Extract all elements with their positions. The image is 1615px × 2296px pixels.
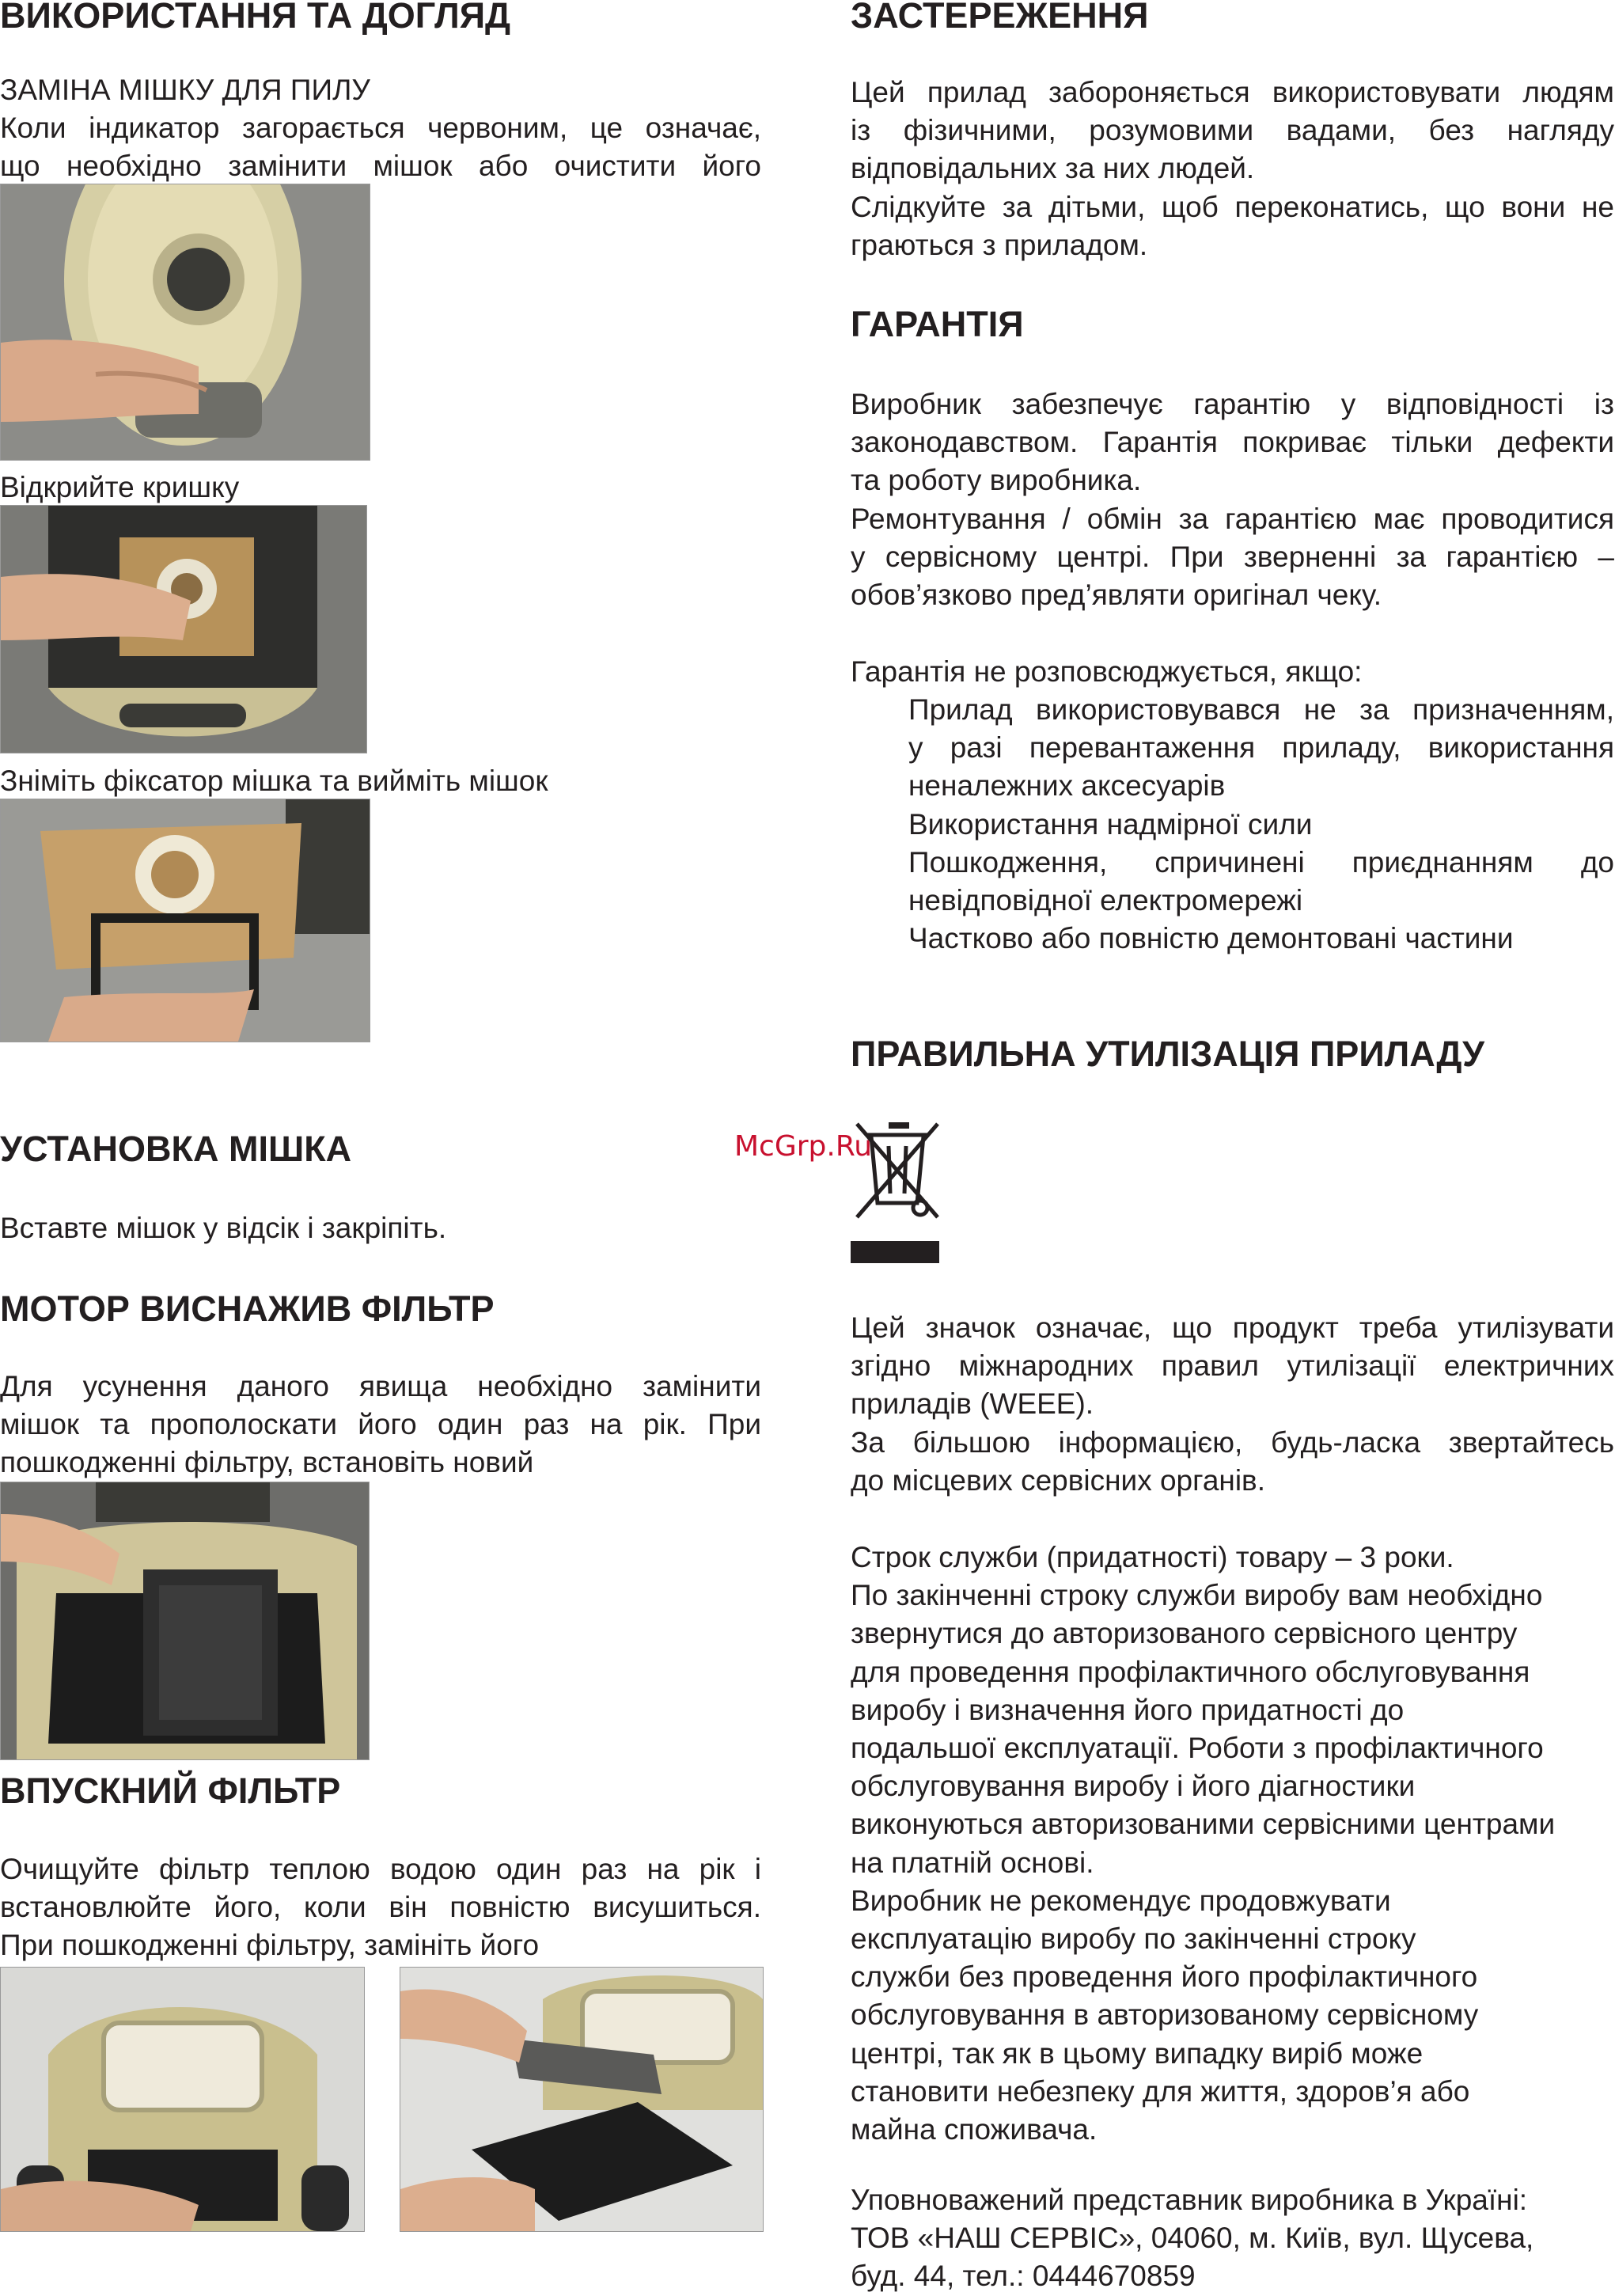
warning-line: Слідкуйте за дітьми, щоб переконатись, що вони не — [851, 190, 1614, 223]
service-life-line: становити небезпеку для життя, здоров’я або — [851, 2074, 1470, 2108]
watermark-text: McGrp.Ru — [734, 1130, 873, 1163]
service-life-line: виконуються авторизованими сервісними центрами — [851, 1808, 1556, 1841]
inlet-line: Очищуйте фільтр теплою водою один раз на рік і — [0, 1853, 761, 1885]
photo-remove-bag — [0, 799, 370, 1042]
service-life-line: обслуговування виробу і його діагностики — [851, 1770, 1416, 1803]
not-covered-item: Пошкодження, спричинені приєднанням до — [908, 845, 1614, 879]
guarantee-line: та роботу виробника. — [851, 464, 1142, 497]
service-life-text — [851, 1539, 1555, 2149]
warning-line: відповідальних за них людей. — [851, 152, 1255, 185]
service-life-line: обслуговування в авторизованому сервісному — [851, 1998, 1479, 2032]
heading-warning: ЗАСТЕРЕЖЕННЯ — [851, 0, 1149, 36]
install-text: Вставте мішок у відсік і закріпіть. — [0, 1212, 447, 1244]
warning-line: граються з приладом. — [851, 228, 1148, 261]
service-life-line: служби без проведення його профілактичного — [851, 1960, 1478, 1994]
representative-line: буд. 44, тел.: 0444670859 — [851, 2260, 1196, 2293]
not-covered-item: Використання надмірної сили — [908, 807, 1313, 841]
heading-inlet-filter: ВПУСКНИЙ ФІЛЬТР — [0, 1770, 341, 1811]
not-covered-item: Прилад використовувався не за призначенням, — [908, 693, 1614, 726]
service-life-line: По закінченні строку служби виробу вам необхідно — [851, 1579, 1543, 1612]
inlet-filter-text — [0, 1850, 761, 1965]
disposal-line: до місцевих сервісних органів. — [851, 1463, 1265, 1497]
heading-usage-care: ВИКОРИСТАННЯ ТА ДОГЛЯД — [0, 0, 511, 36]
photo-motor-filter — [0, 1482, 370, 1760]
not-covered-intro: Гарантія не розповсюджується, якщо: — [851, 655, 1363, 688]
disposal-line: За більшою інформацією, будь-ласка звертайтесь — [851, 1425, 1614, 1459]
photo-vacuum-lid — [0, 184, 370, 461]
warning-text — [851, 74, 1614, 264]
disposal-line: згідно міжнародних правил утилізації електричних — [851, 1349, 1614, 1383]
representative-line: Уповноважений представник виробника в Україні: — [851, 2184, 1528, 2216]
photo-inlet-filter-removed — [400, 1967, 764, 2232]
heading-motor-filter: МОТОР ВИСНАЖИВ ФІЛЬТР — [0, 1288, 495, 1329]
motor-line: пошкодженні фільтру, встановіть новий — [0, 1446, 534, 1479]
subheading-bag-replacement: ЗАМІНА МІШКУ ДЛЯ ПИЛУ — [0, 74, 370, 106]
service-life-line: подальшої експлуатації. Роботи з профілактичного — [851, 1732, 1544, 1765]
guarantee-text — [851, 385, 1614, 614]
heading-guarantee: ГАРАНТІЯ — [851, 304, 1024, 344]
not-covered-item: Частково або повністю демонтовані частини — [908, 922, 1514, 955]
photo-bag-compartment — [0, 505, 367, 753]
not-covered-list — [908, 691, 1614, 958]
guarantee-line: обов’язково пред’являти оригінал чеку. — [851, 579, 1382, 612]
service-life-line: для проведення профілактичного обслуговування — [851, 1655, 1530, 1688]
representative-line: ТОВ «НАШ СЕРВІС», 04060, м. Київ, вул. Щусева, — [851, 2222, 1534, 2255]
service-life-line: Строк служби (придатності) товару – 3 роки. — [851, 1541, 1454, 1573]
not-covered-item: у разі перевантаження приладу, використання — [908, 731, 1614, 765]
service-life-line: виробу і визначення його придатності до — [851, 1693, 1405, 1726]
motor-line: Для усунення даного явища необхідно замінити — [0, 1370, 761, 1402]
inlet-line: При пошкодженні фільтру, замініть його — [0, 1929, 540, 1962]
heading-bag-installation: УСТАНОВКА МІШКА — [0, 1129, 352, 1169]
representative-text — [851, 2181, 1533, 2296]
inlet-line: встановлюйте його, коли він повністю висушиться. — [0, 1891, 761, 1924]
guarantee-line: у сервісному центрі. При зверненні за гарантією – — [851, 540, 1614, 573]
photo-inlet-filter-front — [0, 1967, 365, 2232]
motor-filter-text — [0, 1368, 761, 1482]
heading-disposal: ПРАВИЛЬНА УТИЛІЗАЦІЯ ПРИЛАДУ — [851, 1034, 1485, 1074]
bag-intro-line: Коли індикатор загорається червоним, це означає, — [0, 112, 761, 144]
service-life-line: звернутися до авторизованого сервісного центру — [851, 1617, 1518, 1650]
guarantee-line: законодавством. Гарантія покриває тільки дефекти — [851, 426, 1614, 459]
disposal-line: приладів (WEEE). — [851, 1387, 1094, 1421]
warning-line: Цей прилад забороняється використовувати людям — [851, 76, 1614, 108]
not-covered-item: невідповідної електромережі — [908, 884, 1303, 917]
bag-intro-text — [0, 109, 761, 185]
service-life-line: центрі, так як в цьому випадку виріб може — [851, 2036, 1424, 2070]
not-covered-item: неналежних аксесуарів — [908, 769, 1226, 803]
caption-remove-bag: Зніміть фіксатор мішка та вийміть мішок — [0, 765, 548, 797]
disposal-line: Цей значок означає, що продукт треба утилізувати — [851, 1311, 1614, 1344]
weee-crossed-bin-icon — [851, 1118, 944, 1263]
guarantee-line: Ремонтування / обмін за гарантією має проводитися — [851, 502, 1614, 535]
disposal-text — [851, 1309, 1614, 1500]
caption-open-lid: Відкрийте кришку — [0, 471, 240, 503]
guarantee-line: Виробник забезпечує гарантію у відповідності із — [851, 388, 1614, 420]
bag-intro-line: що необхідно замінити мішок або очистити його — [0, 150, 761, 183]
warning-line: із фізичними, розумовими вадами, без нагляду — [851, 114, 1614, 147]
service-life-line: експлуатацію виробу по закінченні строку — [851, 1922, 1416, 1956]
motor-line: мішок та прополоскати його один раз на рік. При — [0, 1408, 761, 1441]
service-life-line: на платній основі. — [851, 1846, 1094, 1879]
service-life-line: Виробник не рекомендує продовжувати — [851, 1884, 1391, 1917]
service-life-line: майна споживача. — [851, 2113, 1098, 2146]
